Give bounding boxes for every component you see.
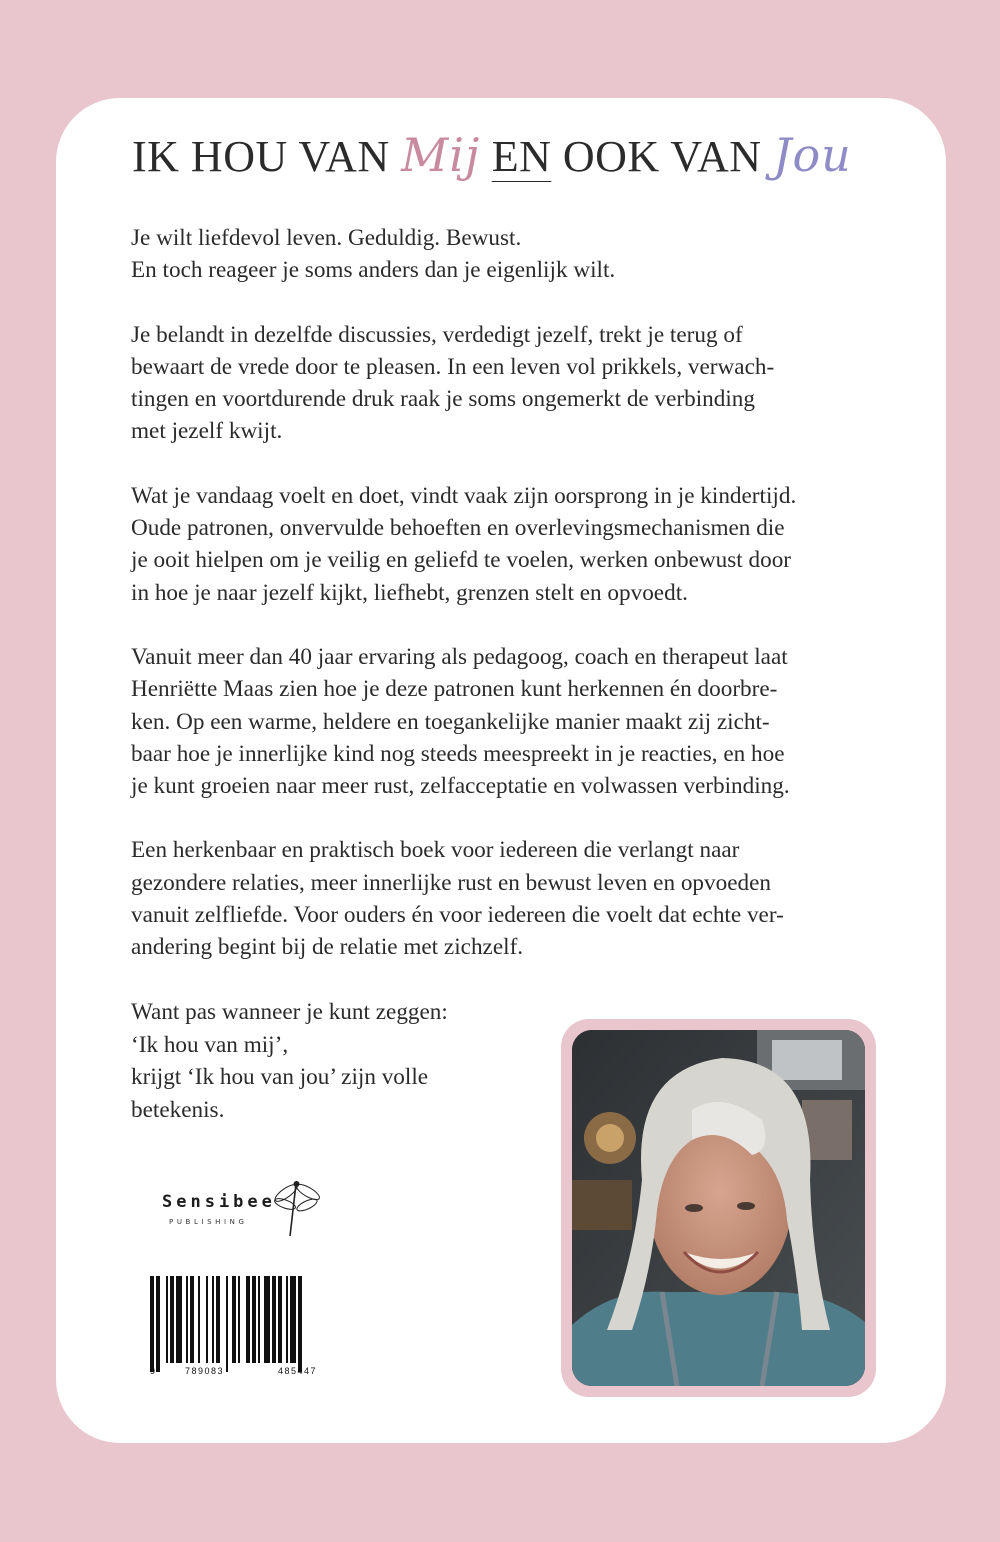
publisher-sub: PUBLISHING	[169, 1218, 248, 1226]
barcode-bar	[252, 1276, 256, 1363]
text-line: Wat je vandaag voelt en doet, vindt vaak zijn oorsprong in je kindertijd.	[131, 482, 797, 509]
paragraph-1	[131, 222, 876, 287]
text-line: andering begint bij de relatie met zichzelf.	[131, 934, 524, 961]
text-line: Want pas wanneer je kunt zeggen:	[131, 999, 448, 1025]
barcode-bar	[286, 1276, 288, 1363]
barcode-bar	[278, 1276, 282, 1363]
title-mij: Mij	[401, 128, 481, 182]
text-line: ‘Ik hou van mij’,	[131, 1031, 289, 1058]
text-line: in hoe je naar jezelf kijkt, liefhebt, grenzen stelt en opvoedt.	[131, 579, 688, 606]
barcode-bar	[166, 1276, 168, 1363]
barcode-bar	[150, 1276, 154, 1372]
barcode-bar	[190, 1276, 194, 1363]
paragraph-2	[131, 319, 876, 448]
barcode-bar	[206, 1276, 208, 1363]
text-line: tingen en voortdurende druk raak je soms ongemerkt de verbinding	[131, 386, 755, 413]
dragonfly-icon	[272, 1178, 322, 1240]
barcode-bar	[216, 1276, 220, 1363]
text-line: baar hoe je innerlijke kind nog steeds meespreekt in je reacties, en hoe	[131, 740, 785, 767]
text-line: met jezelf kwijt.	[131, 418, 283, 445]
text-line: betekenis.	[131, 1096, 225, 1123]
text-line: Een herkenbaar en praktisch boek voor iedereen die verlangt naar	[131, 837, 740, 864]
text-line: Vanuit meer dan 40 jaar ervaring als pedagoog, coach en therapeut laat	[131, 643, 788, 670]
text-line: gezondere relaties, meer innerlijke rust en bewust leven en opvoeden	[131, 869, 771, 896]
barcode-bar	[186, 1276, 188, 1363]
barcode-bar	[170, 1276, 174, 1363]
barcode-bar	[272, 1276, 276, 1363]
barcode-bar	[290, 1276, 296, 1363]
author-portrait-image	[572, 1030, 865, 1386]
text-line: ken. Op een warme, heldere en toegankelijke manier maakt zij zicht-	[131, 708, 770, 735]
publisher-name: Sensibee	[162, 1192, 276, 1212]
text-line: vanuit zelfliefde. Voor ouders én voor iedereen die voelt dat echte ver-	[131, 902, 784, 929]
text-line: Henriëtte Maas zien hoe je deze patronen kunt herkennen én doorbre-	[131, 676, 778, 703]
text-line: je ooit hielpen om je veilig en geliefd te voelen, werken onbewust door	[131, 547, 792, 574]
barcode-bars	[150, 1276, 350, 1363]
barcode-bar	[264, 1276, 270, 1363]
barcode-digits-right: 485447	[278, 1366, 318, 1376]
text-line: Oude patronen, onvervulde behoeften en overlevingsmechanismen die	[131, 515, 785, 542]
isbn-barcode	[150, 1276, 350, 1382]
text-line: Je belandt in dezelfde discussies, verdedigt jezelf, trekt je terug of	[131, 321, 743, 348]
author-photo	[572, 1030, 865, 1386]
text-line: krijgt ‘Ik hou van jou’ zijn volle	[131, 1064, 429, 1090]
text-line: En toch reageer je soms anders dan je eigenlijk wilt.	[131, 257, 616, 284]
paragraph-3	[131, 480, 876, 609]
barcode-bar	[238, 1276, 240, 1363]
blurb	[131, 222, 876, 996]
barcode-bar	[226, 1276, 228, 1372]
book-title	[132, 128, 852, 182]
barcode-bar	[212, 1276, 214, 1363]
barcode-bar	[156, 1276, 160, 1372]
publisher-logo	[162, 1178, 332, 1240]
barcode-digits-left: 789083	[185, 1366, 225, 1376]
closing-statement	[131, 996, 448, 1126]
paragraph-4	[131, 641, 876, 802]
barcode-bar	[198, 1276, 200, 1363]
title-part-1: IK HOU VAN	[132, 132, 402, 181]
paragraph-5	[131, 834, 876, 963]
text-line: Je wilt liefdevol leven. Geduldig. Bewust.	[131, 225, 522, 251]
title-part-2: OOK VAN	[551, 132, 774, 181]
author-photo-frame	[561, 1019, 876, 1397]
barcode-bar	[258, 1276, 260, 1363]
barcode-bar	[176, 1276, 182, 1363]
barcode-bar	[298, 1276, 302, 1372]
barcode-digit-first: 9	[150, 1366, 156, 1376]
title-jou: Jou	[773, 128, 852, 182]
barcode-bar	[246, 1276, 250, 1363]
title-en: EN	[491, 132, 552, 181]
text-line: bewaart de vrede door te pleasen. In een leven vol prikkels, verwach-	[131, 353, 775, 380]
text-line: je kunt groeien naar meer rust, zelfacceptatie en volwassen verbinding.	[131, 773, 790, 800]
barcode-bar	[232, 1276, 236, 1363]
